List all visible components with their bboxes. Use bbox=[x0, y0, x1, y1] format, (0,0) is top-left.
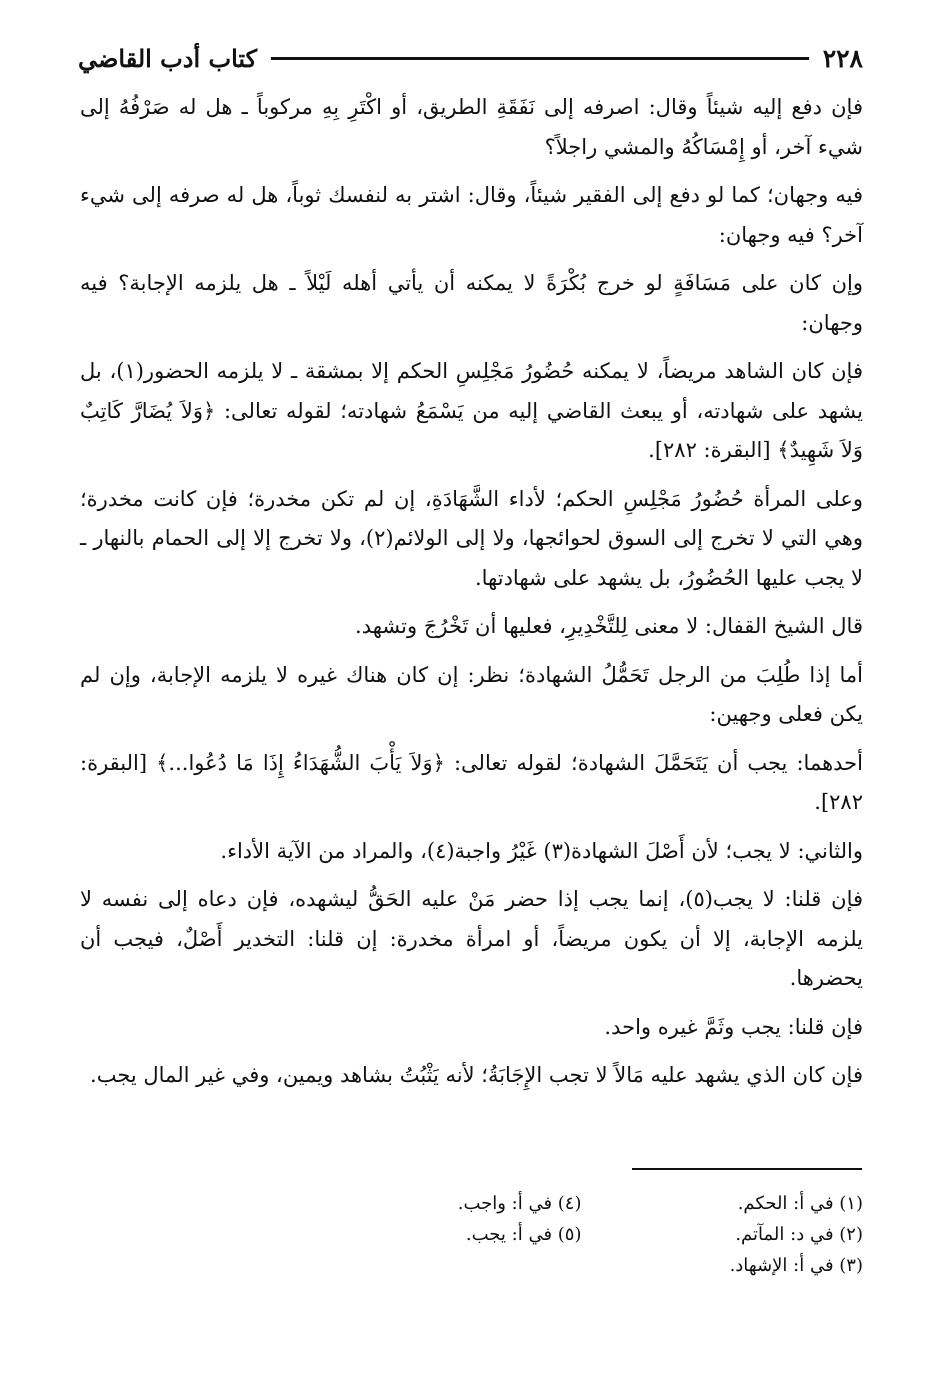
paragraph: فإن قلنا: يجب وثَمَّ غيره واحد. bbox=[604, 1014, 863, 1039]
page-header bbox=[78, 40, 863, 76]
paragraph: فإن كان الذي يشهد عليه مَالاً لا تجب الإِجَابَةُ؛ لأنه يَثْبُتُ بشاهد ويمين، وفي غير المال يجب. bbox=[90, 1063, 863, 1087]
footnote-spacer bbox=[300, 1250, 582, 1281]
paragraph: فإن دفع إليه شيئاً وقال: اصرفه إلى نَفَقَةِ الطريق، أو اكْتَرِ بِهِ مركوباً ـ هل له صَرْفُهُ إلى شيء آخر، أو إِمْسَاكُهُ والمشي راجلاً؟ bbox=[80, 95, 863, 159]
paragraph: أحدهما: يجب أن يَتَحَمَّلَ الشهادة؛ لقوله تعالى: ﴿وَلاَ يَأْبَ الشُّهَدَاءُ إِذَا مَا دُعُوا...﴾ [البقرة: ٢٨٢]. bbox=[80, 750, 863, 814]
page-number: ٢٢٨ bbox=[822, 43, 863, 73]
paragraph: والثاني: لا يجب؛ لأن أَصْلَ الشهادة(٣) غَيْرُ واجبة(٤)، والمراد من الآية الأداء. bbox=[220, 838, 863, 863]
paragraph: فإن كان الشاهد مريضاً، لا يمكنه حُضُورُ مَجْلِسِ الحكم إلا بمشقة ـ لا يلزمه الحضور(١)، بل يشهد على شهادته، أو يبعث القاضي إليه من يَسْمَعُ شهادته؛ لقوله تعالى: ﴿وَلاَ يُضَارَّ كَاتِبٌ وَلاَ شَهِيدٌ﴾ [البقرة: ٢٨٢]. bbox=[80, 359, 863, 462]
paragraph: أما إذا طُلِبَ من الرجل تَحَمُّلُ الشهادة؛ نظر: إن كان هناك غيره لا يلزمه الإجابة، وإن لم يكن فعلى وجهين: bbox=[80, 662, 863, 726]
book-title: كتاب أدب القاضي bbox=[78, 43, 258, 73]
paragraph: وعلى المرأة حُضُورُ مَجْلِسِ الحكم؛ لأداء الشَّهَادَةِ، إن لم تكن مخدرة؛ فإن كانت مخدرة؛ وهي التي لا تخرج إلى السوق لحوائجها، ولا إلى الولائم(٢)، ولا تخرج إلا إلى الحمام بالنهار ـ لا يجب عليها الحُضُورُ، بل يشهد على شهادتها. bbox=[80, 486, 863, 590]
header-rule bbox=[271, 57, 809, 60]
paragraph: فإن قلنا: لا يجب(٥)، إنما يجب إذا حضر مَنْ عليه الحَقُّ ليشهده، فإن دعاه إلى نفسه لا يلزمه الإجابة، إلا أن يكون مريضاً، أو امرأة مخدرة: إن قلنا: التخدير أَصْلٌ، فيجب أن يحضرها. bbox=[80, 887, 863, 990]
paragraph: وإن كان على مَسَافَةٍ لو خرج بُكْرَةً لا يمكنه أن يأتي أهله لَيْلاً ـ هل يلزمه الإجابة؟ فيه وجهان: bbox=[80, 271, 863, 335]
paragraph: فيه وجهان؛ كما لو دفع إلى الفقير شيئاً، وقال: اشتر به لنفسك ثوباً، هل له صرفه إلى شيء آخر؟ فيه وجهان: bbox=[80, 183, 863, 247]
footnote-5: (٥) في أ: يجب. bbox=[465, 1224, 582, 1245]
footnote-4: (٤) في أ: واجب. bbox=[457, 1193, 582, 1214]
footnote-1: (١) في أ: الحكم. bbox=[737, 1193, 863, 1214]
footnote-separator bbox=[632, 1168, 862, 1170]
footnote-3: (٣) في أ: الإشهاد. bbox=[729, 1255, 863, 1276]
footnote-2: (٢) في د: المآتم. bbox=[735, 1224, 863, 1245]
main-text bbox=[80, 88, 863, 1105]
footnotes bbox=[300, 1188, 863, 1281]
paragraph: قال الشيخ القفال: لا معنى لِلتَّخْدِيرِ، فعليها أن تَخْرُجَ وتشهد. bbox=[355, 614, 863, 638]
